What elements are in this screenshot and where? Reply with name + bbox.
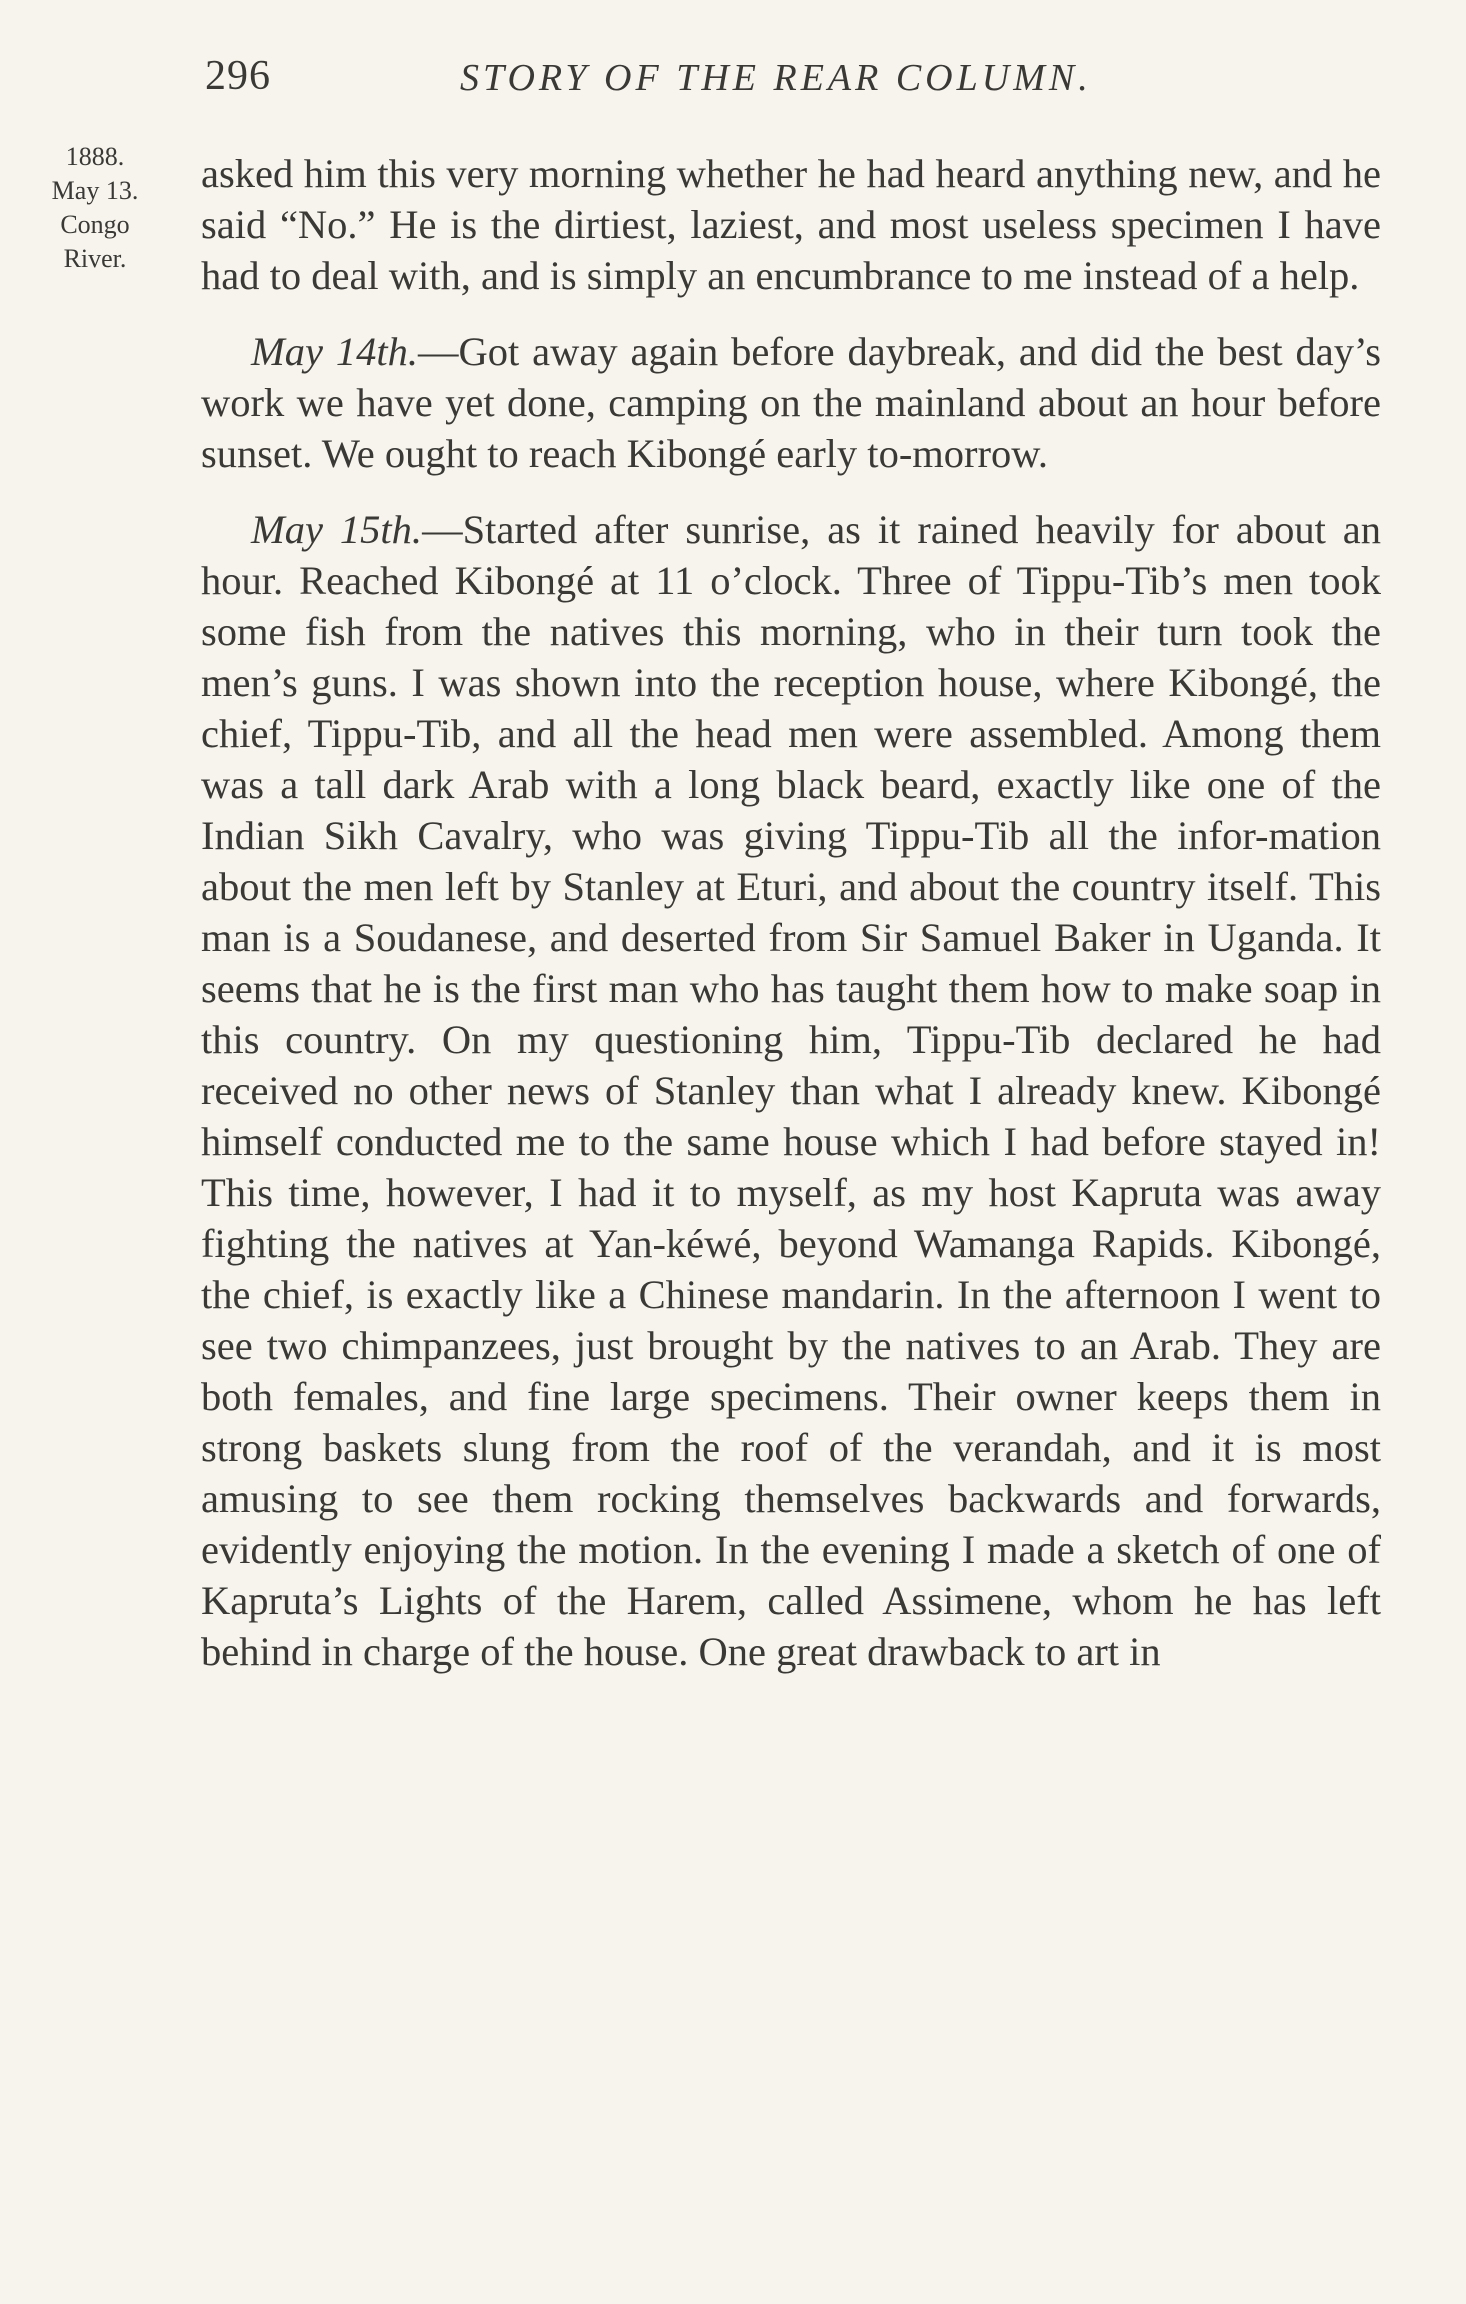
diary-entry-may-14 bbox=[201, 326, 1381, 479]
paragraph-text: —Got away again before daybreak, and did the best day’s work we have yet done, camping on the mainland about an hour before sunset. We ought to reach Kibongé early to-morrow. bbox=[201, 329, 1381, 476]
diary-entry-may-15 bbox=[201, 504, 1381, 1677]
paragraph-continuation bbox=[201, 148, 1381, 301]
paragraph-text: —Started after sunrise, as it rained heavily for about an hour. Reached Kibongé at 11 o’clock. Three of Tippu-Tib’s men took some fish from the natives this morning, who in their turn took the men’s guns. I was shown into the reception house, where Kibongé, the chief, Tippu-Tib, and all the head men were assembled. Among them was a tall dark Arab with a long black beard, exactly like one of the Indian Sikh Cavalry, who was giving Tippu-Tib all the infor-mation about the men left by Stanley at Eturi, and about the country itself. This man is a Soudanese, and deserted from Sir Samuel Baker in Uganda. It seems that he is the first man who has taught them how to make soap in this country. On my questioning him, Tippu-Tib declared he had received no other news of Stanley than what I already knew. Kibongé himself conducted me to the same house which I had before stayed in! This time, however, I had it to myself, as my host Kapruta was away fighting the natives at Yan-kéwé, beyond Wamanga Rapids. Kibongé, the chief, is exactly like a Chinese mandarin. In the afternoon I went to see two chimpanzees, just brought by the natives to an Arab. They are both females, and fine large specimens. Their owner keeps them in strong baskets slung from the roof of the verandah, and it is most amusing to see them rocking themselves backwards and forwards, evidently enjoying the motion. In the evening I made a sketch of one of Kapruta’s Lights of the Harem, called Assimene, whom he has left behind in charge of the house. One great drawback to art in bbox=[201, 507, 1382, 1674]
page-header bbox=[205, 52, 1385, 112]
running-title: STORY OF THE REAR COLUMN. bbox=[460, 57, 1092, 99]
page-number: 296 bbox=[205, 53, 271, 99]
margin-year: 1888. bbox=[65, 142, 125, 171]
body-text bbox=[201, 148, 1381, 1677]
margin-date: May 13. bbox=[51, 176, 139, 205]
margin-place-line1: Congo bbox=[60, 210, 130, 239]
entry-date: May 15th. bbox=[251, 507, 423, 552]
margin-note bbox=[40, 140, 150, 276]
margin-place-line2: River. bbox=[63, 244, 127, 273]
entry-date: May 14th. bbox=[251, 329, 418, 374]
paragraph-text: asked him this very morning whether he had heard anything new, and he said “No.” He is the dirtiest, laziest, and most useless specimen I have had to deal with, and is simply an encumbrance to me instead of a help. bbox=[201, 151, 1381, 298]
